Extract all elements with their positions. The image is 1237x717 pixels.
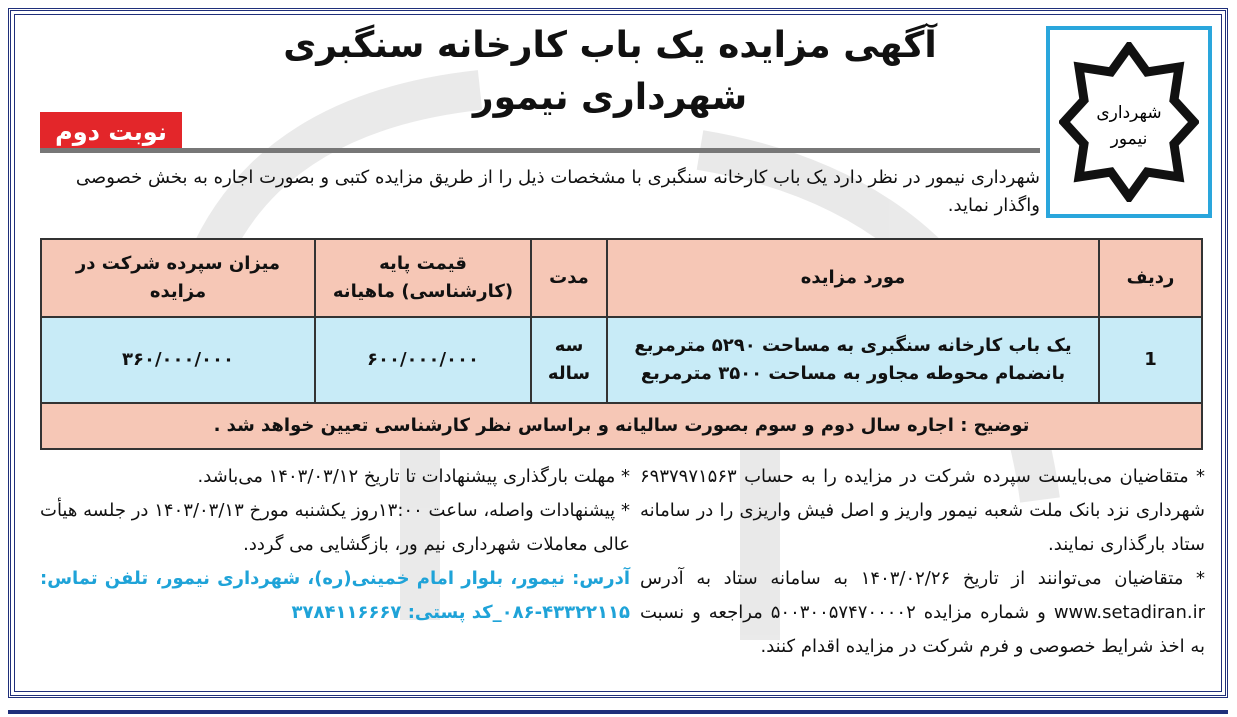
auction-table <box>40 238 1203 450</box>
bottom-rule <box>8 710 1228 714</box>
cell-duration: سه ساله <box>531 317 607 403</box>
cell-base-price: ۶۰۰/۰۰۰/۰۰۰ <box>315 317 531 403</box>
svg-text:شهرداری: شهرداری <box>1096 103 1162 123</box>
table-header-row <box>41 239 1202 317</box>
header-cell: قیمت پایه (کارشناسی) ماهیانه <box>315 239 531 317</box>
header-cell: ردیف <box>1099 239 1202 317</box>
header-cell: میزان سپرده شرکت در مزایده <box>41 239 315 317</box>
municipality-logo <box>1046 26 1212 218</box>
contact-address: آدرس: نیمور، بلوار امام خمینی(ره)، شهرداری نیمور، تلفن تماس: ۴۳۳۲۲۱۱۵-۰۸۶_کد پستی: ۳۷۸۴۱۱۶۶۶۷ <box>40 568 630 623</box>
round-badge: نوبت دوم <box>40 112 182 152</box>
right-column <box>640 460 1205 664</box>
left-column <box>40 460 630 630</box>
cell-deposit: ۳۶۰/۰۰۰/۰۰۰ <box>41 317 315 403</box>
cell-row-number: 1 <box>1099 317 1202 403</box>
cell-item: یک باب کارخانه سنگبری به مساحت ۵۲۹۰ مترمربع بانضمام محوطه مجاور به مساحت ۳۵۰۰ مترمربع <box>607 317 1099 403</box>
star-emblem-icon <box>1059 42 1199 202</box>
svg-text:نیمور: نیمور <box>1110 129 1148 149</box>
table-row <box>41 317 1202 403</box>
intro-text: شهرداری نیمور در نظر دارد یک باب کارخانه سنگبری با مشخصات ذیل را از طریق مزایده کتبی و بصورت اجاره به بخش خصوصی واگذار نماید. <box>75 167 1040 216</box>
ad-title-line1: آگهی مزایده یک باب کارخانه سنگبری <box>283 25 937 66</box>
divider <box>40 148 1040 153</box>
deadline-text: * مهلت بارگذاری پیشنهادات تا تاریخ ۱۴۰۳/۰۳/۱۲ می‌باشد. <box>197 466 630 487</box>
table-note-row <box>41 403 1202 449</box>
ad-title-line2: شهرداری نیمور <box>472 77 748 118</box>
header-cell: مورد مزایده <box>607 239 1099 317</box>
table-note: توضیح : اجاره سال دوم و سوم بصورت سالیانه و براساس نظر کارشناسی تعیین خواهد شد . <box>41 403 1202 449</box>
deposit-instructions: * متقاضیان می‌بایست سپرده شرکت در مزایده را به حساب ۶۹۳۷۹۷۱۵۶۳ شهرداری نزد بانک ملت شعبه نیمور واریز و اصل فیش واریزی را در سامانه ستاد بارگذاری نمایند. <box>640 466 1205 555</box>
opening-text: * پیشنهادات واصله، ساعت ۱۳:۰۰روز یکشنبه مورخ ۱۴۰۳/۰۳/۱۳ در جلسه هیأت عالی معاملات شهرداری نیم ور، بازگشایی می گردد. <box>40 500 630 555</box>
header-cell: مدت <box>531 239 607 317</box>
setad-instructions: * متقاضیان می‌توانند از تاریخ ۱۴۰۳/۰۲/۲۶ به سامانه ستاد به آدرس www.setadiran.ir و شماره مزایده ۵۰۰۳۰۰۵۷۴۷۰۰۰۰۲ مراجعه و نسبت به اخذ شرایط خصوصی و فرم شرکت در مزایده اقدام کنند. <box>640 568 1206 657</box>
